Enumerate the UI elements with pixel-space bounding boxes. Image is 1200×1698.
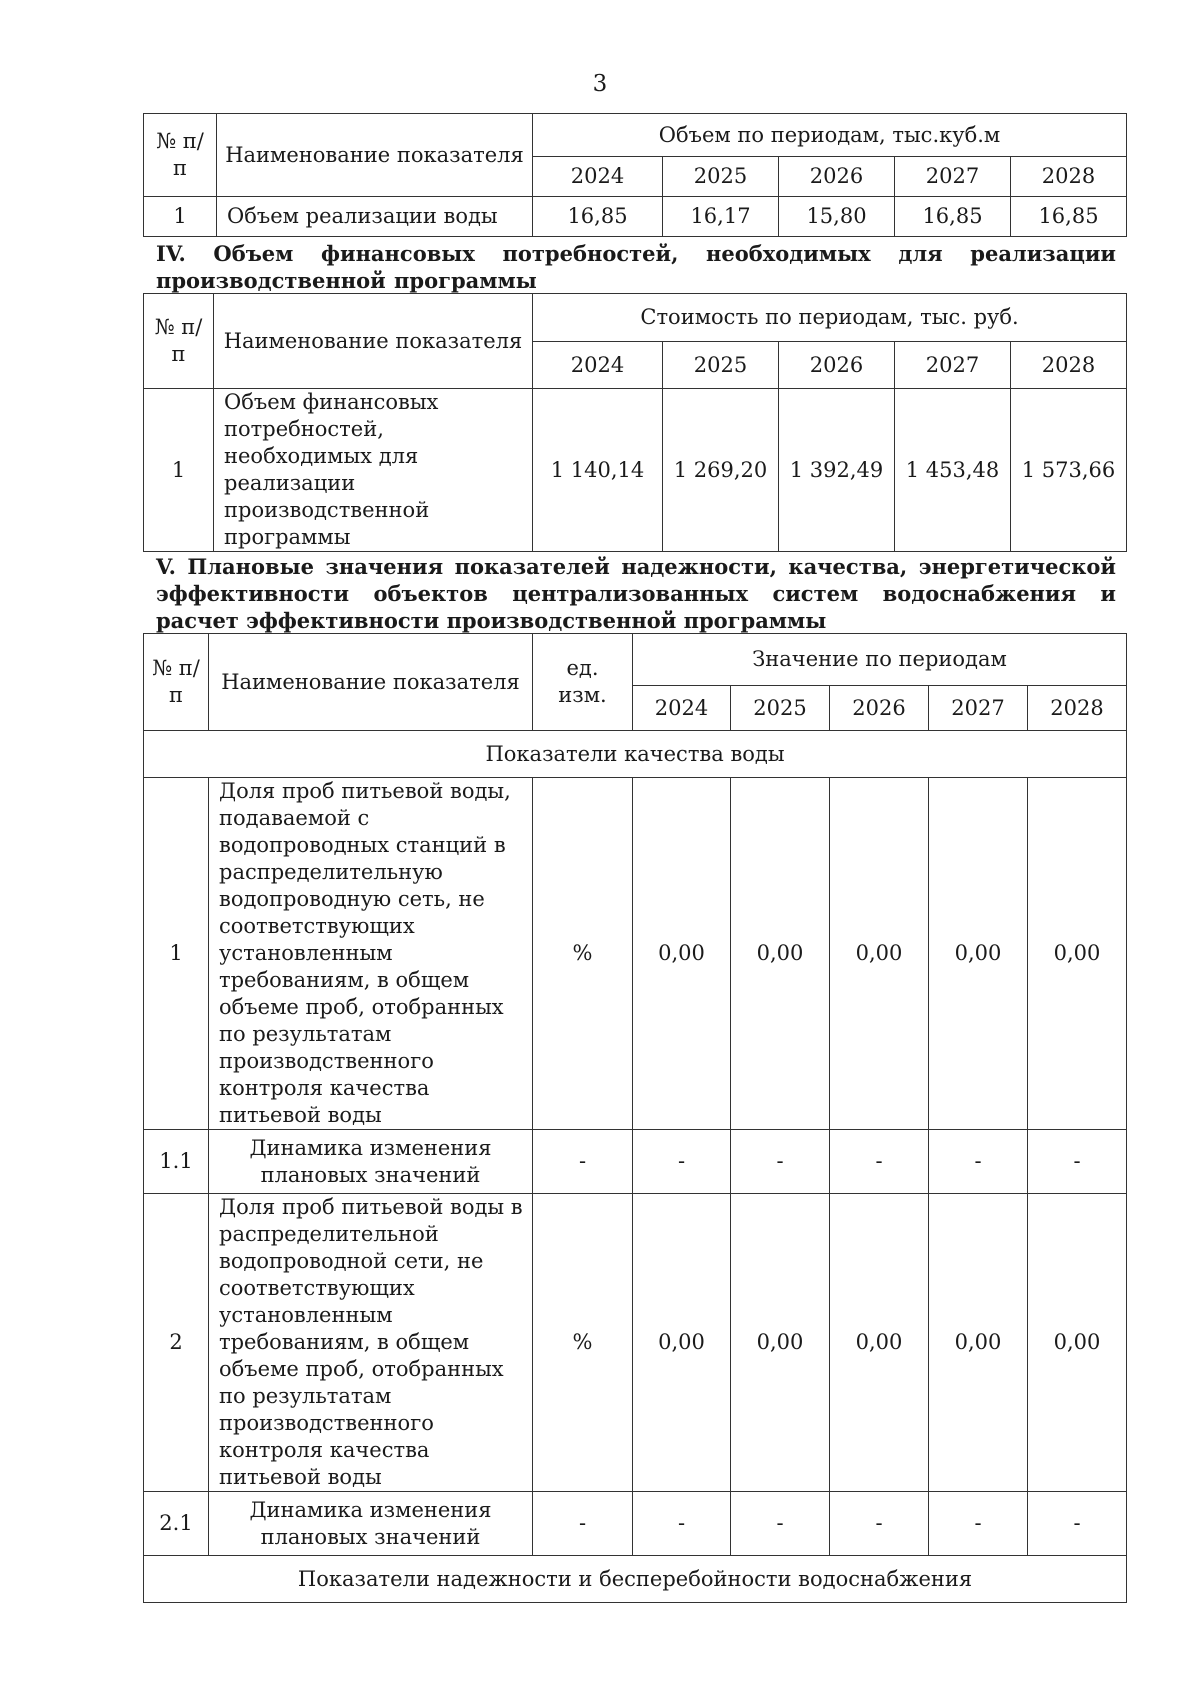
row-unit: - — [533, 1492, 633, 1556]
row-value: 16,85 — [533, 197, 663, 237]
column-header-number: № п/п — [144, 294, 214, 389]
row-value: 0,00 — [929, 778, 1028, 1130]
row-value: - — [830, 1130, 929, 1194]
indicators-table — [143, 633, 1127, 1603]
row-value: 16,17 — [663, 197, 779, 237]
financial-needs-table — [143, 293, 1127, 552]
section-heading-v: V. Плановые значения показателей надежности, качества, энергетической эффективности объектов централизованных систем водоснабжения и расчет эффективности производственной программы — [156, 554, 1116, 633]
table-section-row — [144, 1556, 1127, 1603]
row-unit: % — [533, 778, 633, 1130]
row-value: - — [929, 1492, 1028, 1556]
row-unit: - — [533, 1130, 633, 1194]
row-value: 0,00 — [731, 778, 830, 1130]
row-value: - — [1028, 1492, 1127, 1556]
row-name: Объем реализации воды — [217, 197, 533, 237]
column-group-header: Стоимость по периодам, тыс. руб. — [533, 294, 1127, 342]
row-value: 15,80 — [779, 197, 895, 237]
section-quality-label: Показатели качества воды — [144, 731, 1127, 778]
page-number: 3 — [592, 71, 608, 97]
column-header-unit: ед. изм. — [533, 634, 633, 731]
column-group-header: Значение по периодам — [633, 634, 1127, 686]
row-number: 1 — [144, 778, 209, 1130]
table-row — [144, 389, 1127, 552]
column-group-header: Объем по периодам, тыс.куб.м — [533, 114, 1127, 157]
year-header: 2025 — [663, 342, 779, 389]
row-value: 0,00 — [830, 778, 929, 1130]
section-heading-iv: IV. Объем финансовых потребностей, необходимых для реализации производственной программы — [156, 241, 1116, 293]
table-row — [144, 778, 1127, 1130]
row-value: - — [731, 1492, 830, 1556]
row-value: 0,00 — [929, 1194, 1028, 1492]
row-number: 1 — [144, 197, 217, 237]
water-volume-table — [143, 113, 1127, 237]
section-reliability-label: Показатели надежности и бесперебойности водоснабжения — [144, 1556, 1127, 1603]
year-header: 2024 — [533, 157, 663, 197]
column-header-number: № п/п — [144, 634, 209, 731]
year-header: 2025 — [731, 686, 830, 731]
row-number: 2.1 — [144, 1492, 209, 1556]
column-header-name: Наименование показателя — [209, 634, 533, 731]
row-value: - — [929, 1130, 1028, 1194]
row-value: 16,85 — [895, 197, 1011, 237]
row-value: 0,00 — [633, 1194, 731, 1492]
row-value: 0,00 — [633, 778, 731, 1130]
row-value: - — [830, 1492, 929, 1556]
table-row — [144, 197, 1127, 237]
row-value: 0,00 — [1028, 778, 1127, 1130]
row-unit: % — [533, 1194, 633, 1492]
row-name: Доля проб питьевой воды в распределительной водопроводной сети, не соответствующих установленным требованиям, в общем объеме проб, отобранных по результатам производственного контроля качества питьевой воды — [209, 1194, 533, 1492]
year-header: 2025 — [663, 157, 779, 197]
year-header: 2024 — [533, 342, 663, 389]
row-value: - — [731, 1130, 830, 1194]
column-header-name: Наименование показателя — [217, 114, 533, 197]
year-header: 2027 — [895, 342, 1011, 389]
column-header-number: № п/п — [144, 114, 217, 197]
row-number: 2 — [144, 1194, 209, 1492]
year-header: 2024 — [633, 686, 731, 731]
year-header: 2028 — [1011, 342, 1127, 389]
table-row — [144, 1194, 1127, 1492]
row-value: 0,00 — [1028, 1194, 1127, 1492]
year-header: 2027 — [895, 157, 1011, 197]
row-value: 1 392,49 — [779, 389, 895, 552]
row-value: 1 453,48 — [895, 389, 1011, 552]
row-value: - — [633, 1492, 731, 1556]
row-value: 0,00 — [830, 1194, 929, 1492]
row-value: 1 573,66 — [1011, 389, 1127, 552]
row-value: 1 140,14 — [533, 389, 663, 552]
year-header: 2028 — [1011, 157, 1127, 197]
year-header: 2026 — [779, 157, 895, 197]
row-value: 0,00 — [731, 1194, 830, 1492]
row-value: 16,85 — [1011, 197, 1127, 237]
year-header: 2026 — [830, 686, 929, 731]
table-row — [144, 1492, 1127, 1556]
row-number: 1.1 — [144, 1130, 209, 1194]
column-header-name: Наименование показателя — [214, 294, 533, 389]
row-value: 1 269,20 — [663, 389, 779, 552]
row-value: - — [1028, 1130, 1127, 1194]
row-number: 1 — [144, 389, 214, 552]
year-header: 2027 — [929, 686, 1028, 731]
row-value: - — [633, 1130, 731, 1194]
year-header: 2026 — [779, 342, 895, 389]
row-name: Динамика изменения плановых значений — [209, 1130, 533, 1194]
row-name: Доля проб питьевой воды, подаваемой с водопроводных станций в распределительную водопроводную сеть, не соответствующих установленным требованиям, в общем объеме проб, отобранных по результатам производственного контроля качества питьевой воды — [209, 778, 533, 1130]
table-section-row — [144, 731, 1127, 778]
table-row — [144, 1130, 1127, 1194]
row-name: Динамика изменения плановых значений — [209, 1492, 533, 1556]
year-header: 2028 — [1028, 686, 1127, 731]
row-name: Объем финансовых потребностей, необходимых для реализации производственной программы — [214, 389, 533, 552]
